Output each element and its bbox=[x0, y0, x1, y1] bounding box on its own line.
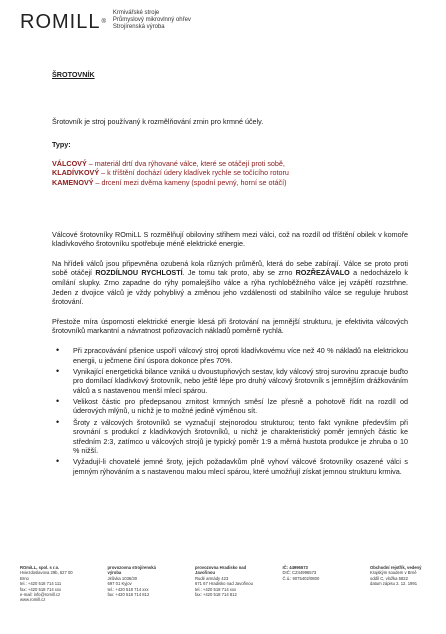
bullet-icon: • bbox=[56, 456, 60, 467]
company-logo: ROMILL® bbox=[20, 11, 107, 33]
paragraph-2: Na hřídeli válců jsou připevněna ozubená kola různých průměrů, která do sebe zabírají. Válce se proto proti sobě otáčejí ROZDÍLNOU RYCHLOSTÍ. Je tomu tak proto, aby se zrno ROZŘEZÁVALO a nedocházelo k omílání slupky. Zrno zapadne do rýhy pomalejšího válce a rýha rychloběžného válce jej vzápětí rozstrhne. Jeden z dvojice válců je vždy pohyblivý a změnou jeho vzdálenosti od stabilního válce se reguluje hrubost šrotování. bbox=[52, 258, 408, 307]
bullet-item: • Velikost částic pro předepsanou zrnitost krmných směsí lze přesně a pohotově řídit na rozdíl od úderových mlýnů, u nichž je to možné jedině výměnou sít. bbox=[56, 395, 408, 416]
bullet-icon: • bbox=[56, 365, 60, 376]
bullet-item: • Při zpracovávání pšenice uspoří válcový stroj oproti kladívkovému více než 40 % nákladů na elektrickou energii, u ječmene činí úspora dokonce přes 70%. bbox=[56, 344, 408, 365]
bullet-list bbox=[52, 346, 408, 477]
type-item: KLADÍVKOVÝ – k tříštění dochází údery kladívek rychle se točícího rotoru bbox=[52, 168, 289, 178]
registered-mark: ® bbox=[101, 19, 107, 25]
bullet-icon: • bbox=[56, 416, 60, 427]
types-list bbox=[52, 159, 408, 188]
letterhead bbox=[20, 10, 191, 32]
types-heading: Typy: bbox=[52, 140, 71, 150]
bullet-item: • Šroty z válcových šrotovníků se vyznačují stejnorodou strukturou; tento fakt vynikne především při srovnání s produkcí z kladívkových šrotovníků, u nichž je charakteristický poměr jemných částic ke středním 2:3, zatímco u válcových strojů je typický poměr 1:9 a měrná hustota produkce je zhruba o 10 % nižší. bbox=[56, 416, 408, 456]
footer-column: provozovna strojírenská výroba Jirůvka 1036/30 697 01 Kyjov tel.: +420 518 714 xxx fax: +420 518 714 812 bbox=[107, 565, 156, 598]
tagline-line: Průmyslový mikrovlnný ohřev bbox=[112, 17, 191, 23]
paragraph-3: Přestože míra úspornosti elektrické energie klesá při šrotování na jemnější strukturu, je efektivita válcových šrotovníků markantní a návratnost pořizovacích nákladů poměrně rychlá. bbox=[52, 316, 408, 336]
document-body bbox=[52, 70, 408, 478]
bullet-item: • Vyžadují-li chovatelé jemné šroty, jejich požadavkům plně vyhoví válcové šrotovníky osazené válci s jemným rýhováním a s nastavenou malou mlecí spárou, které umožňují získat jemnou strukturu krmiva. bbox=[56, 456, 408, 477]
bullet-item: • Vynikající energetická bilance vzniká u dvoustupňových sestav, kdy válcový stroj surovinu zpracuje buďto pro domílací kladívkový šrotovník, nebo ještě lépe pro druhý válcový šrotovník s jemnějším drážkováním válců a s nastavenou menší mlecí spárou. bbox=[56, 365, 408, 395]
letterhead-footer bbox=[20, 565, 432, 603]
tagline-line: Krmivářské stroje bbox=[112, 10, 160, 16]
paragraph-1: Válcové šrotovníky ROmiLL S rozmělňují obiloviny střihem mezi válci, což na rozdíl od tříštění obilek v komoře kladívkového šrotovníku spotřebuje méně elektrické energie. bbox=[52, 229, 408, 249]
type-item: VÁLCOVÝ – materiál drtí dva rýhované válce, které se otáčejí proti sobě, bbox=[52, 158, 285, 168]
tagline-line: Strojírenská výroba bbox=[112, 24, 165, 30]
document-title: ŠROTOVNÍK bbox=[52, 70, 95, 79]
type-item: KAMENOVÝ – drcení mezi dvěma kameny (spodní pevný, horní se otáčí) bbox=[52, 177, 287, 187]
footer-column: IČ: 44996573 DIČ: CZ44996573 Č.ú.: 9075402/0800 bbox=[282, 565, 320, 581]
intro-paragraph: Šrotovník je stroj používaný k rozmělňování zrnin pro krmné účely. bbox=[52, 116, 264, 126]
footer-column: ROmiLL, spol. s r.o. Hviezdoslavova 29b, 627 00 Brno tel.: +420 518 714 111 fax: +420 518 714 xxx e-mail: info@romill.cz www.romill.cz bbox=[20, 565, 73, 603]
bullet-icon: • bbox=[56, 344, 60, 355]
company-tagline bbox=[113, 10, 191, 31]
bullet-icon: • bbox=[56, 395, 60, 406]
footer-column: provozovna Hradisko nad Javořinou Rudé armády 423 671 67 Hradisko nad Javořinou tel.: +420 518 714 xxx fax: +420 518 714 812 bbox=[195, 565, 253, 598]
footer-column: Obchodní rejstřík, vedený Krajským soudem v Brně oddíl C, vložka 5822 datum zápisu 2. 12. 1991 bbox=[370, 565, 422, 587]
